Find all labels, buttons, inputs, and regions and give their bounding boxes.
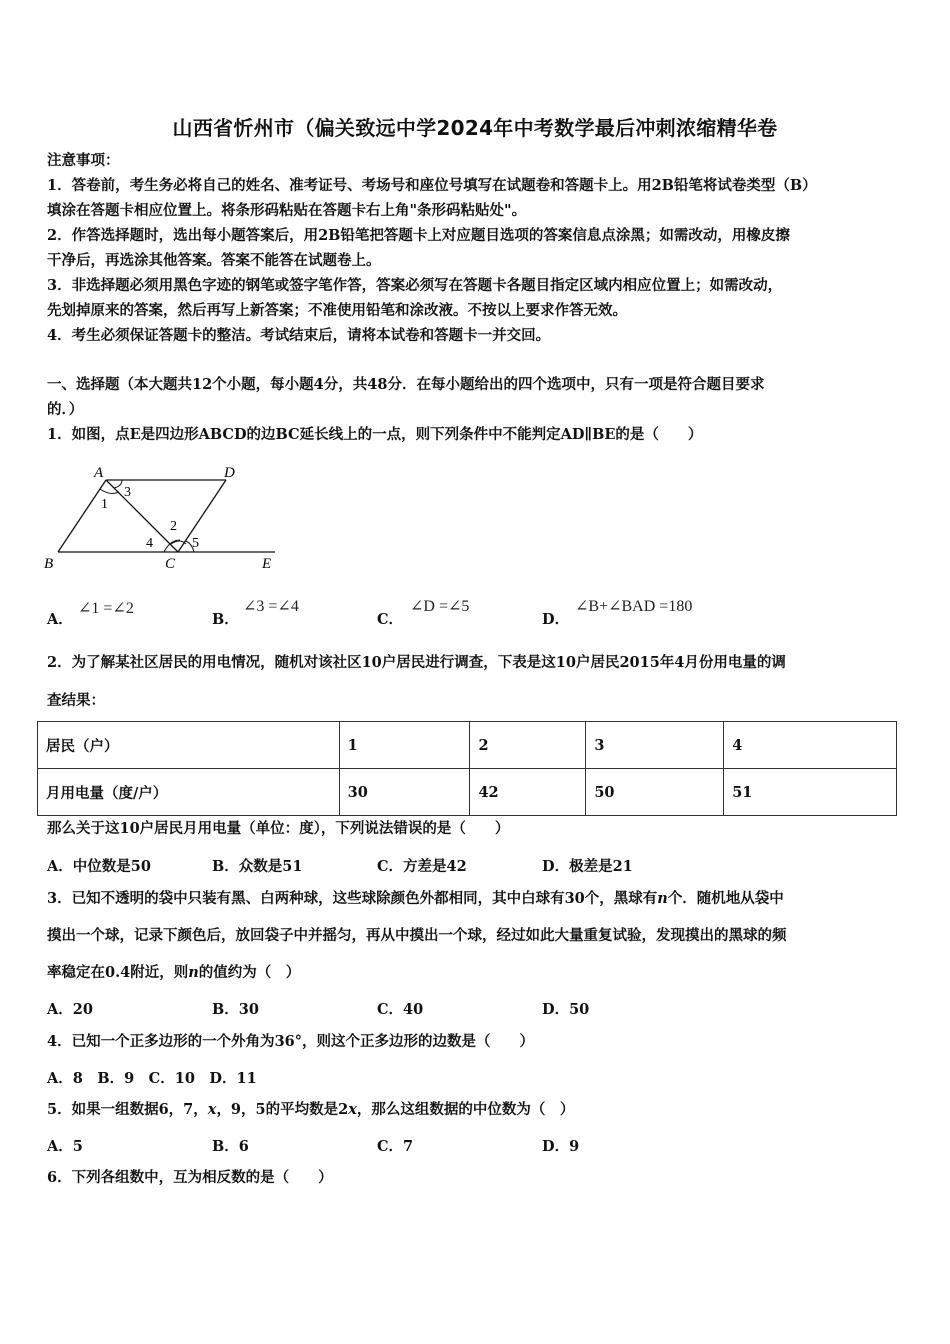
- q3-line-3: [47, 963, 300, 983]
- line-ba: [58, 480, 106, 552]
- notice-line-5: 3．非选择题必须用黑色字迹的钢笔或签字笔作答，答案必须写在答题卡各题目指定区域内相应位置上；如需改动，: [47, 277, 783, 294]
- q3-line-1-b: 个．随机地从袋中: [667, 890, 784, 907]
- q2-stem-line-1: 2．为了解某社区居民的用电情况，随机对该社区10户居民进行调查，下表是这10户居民2015年4月份用电量的调: [47, 654, 786, 671]
- table-header-cell: 月用电量（度/户）: [38, 769, 340, 816]
- q3-option-a: A．20: [47, 1001, 93, 1018]
- notice-line-3: 2．作答选择题时，选出每小题答案后，用2B铅笔把答题卡上对应题目选项的答案信息点涂黑；如需改动，用橡皮擦: [47, 227, 790, 244]
- line-ac: [106, 480, 178, 552]
- label-angle-1: 1: [101, 497, 108, 512]
- q3-var-n: n: [657, 890, 668, 907]
- q5-var-x: x: [207, 1101, 217, 1118]
- q5-option-d: D．9: [542, 1138, 580, 1155]
- q3-line-3-a: 率稳定在0.4附近，则: [47, 964, 189, 981]
- notice-line-2: 填涂在答题卡相应位置上。将条形码粘贴在答题卡右上角"条形码粘贴处"。: [47, 202, 527, 219]
- arc-angle-3: [114, 480, 122, 488]
- line-dc: [178, 480, 226, 552]
- q1-option-d-math: ∠B+∠BAD =180: [575, 598, 693, 615]
- q5-option-c: C．7: [377, 1138, 414, 1155]
- q1-figure: [40, 458, 290, 578]
- q3-line-2: 摸出一个球，记录下颜色后，放回袋子中并摇匀，再从中摸出一个球，经过如此大量重复试验，发现摸出的黑球的频: [47, 927, 787, 944]
- q3-line-3-b: 的值约为（ ）: [198, 964, 301, 981]
- table-header-cell: 居民（户）: [38, 722, 340, 769]
- page-title: 山西省忻州市（偏关致远中学2024年中考数学最后冲刺浓缩精华卷: [172, 116, 778, 140]
- q4-options: A．8 B．9 C．10 D．11: [47, 1070, 257, 1087]
- label-a: A: [94, 465, 104, 481]
- q1-option-b-math: ∠3 =∠4: [243, 598, 299, 615]
- q5-stem: [47, 1100, 574, 1120]
- table-cell: 50: [586, 769, 724, 816]
- table-cell: 51: [724, 769, 897, 816]
- table-row: [38, 722, 897, 769]
- table-cell: 4: [724, 722, 897, 769]
- label-b: B: [44, 556, 54, 572]
- q5-option-a: A．5: [47, 1138, 83, 1155]
- q3-option-b: B．30: [212, 1001, 259, 1018]
- label-angle-2: 2: [170, 519, 177, 534]
- q3-line-1: [47, 889, 784, 909]
- notice-heading: 注意事项：: [47, 152, 120, 169]
- notice-line-4: 干净后，再选涂其他答案。答案不能答在试题卷上。: [47, 252, 381, 269]
- q1-option-b-label: B．: [212, 611, 239, 628]
- notice-line-6: 先划掉原来的答案，然后再写上新答案；不准使用铅笔和涂改液。不按以上要求作答无效。: [47, 302, 627, 319]
- q6-stem: 6．下列各组数中，互为相反数的是（ ）: [47, 1169, 333, 1186]
- q2-question: 那么关于这10户居民月用电量（单位：度），下列说法错误的是（ ）: [47, 820, 510, 837]
- q4-stem: 4．已知一个正多边形的一个外角为36°，则这个正多边形的边数是（ ）: [47, 1033, 535, 1050]
- label-angle-5: 5: [192, 536, 199, 551]
- q1-option-d-label: D．: [542, 611, 570, 628]
- q1-option-c-label: C．: [377, 611, 404, 628]
- q2-option-a: A．中位数是50: [47, 858, 151, 875]
- section-line-1: 一、选择题（本大题共12个小题，每小题4分，共48分．在每小题给出的四个选项中，只有一项是符合题目要求: [47, 376, 765, 393]
- q5-stem-b: ，9，5的平均数是2: [216, 1101, 349, 1118]
- q5-stem-a: 5．如果一组数据6，7，: [47, 1101, 208, 1118]
- q1-option-c-math: ∠D =∠5: [410, 598, 470, 615]
- label-angle-3: 3: [124, 485, 131, 500]
- q3-line-1-a: 3．已知不透明的袋中只装有黑、白两种球，这些球除颜色外都相同，其中白球有30个，黑球有: [47, 890, 658, 907]
- label-angle-4: 4: [146, 536, 153, 551]
- q5-stem-c: ，那么这组数据的中位数为（ ）: [356, 1101, 575, 1118]
- table-cell: 3: [586, 722, 724, 769]
- q3-var-n-2: n: [188, 964, 199, 981]
- q5-option-b: B．6: [212, 1138, 249, 1155]
- q3-option-c: C．40: [377, 1001, 424, 1018]
- q1-option-a-math: ∠1 =∠2: [78, 600, 134, 617]
- table-cell: 1: [339, 722, 470, 769]
- table-cell: 2: [470, 722, 586, 769]
- notice-line-7: 4．考生必须保证答题卡的整洁。考试结束后，请将本试卷和答题卡一并交回。: [47, 327, 551, 344]
- label-c: C: [165, 556, 176, 572]
- q5-var-x-2: x: [348, 1101, 357, 1118]
- q2-stem-line-2: 查结果：: [47, 692, 105, 709]
- q2-option-c: C．方差是42: [377, 858, 467, 875]
- q2-option-b: B．众数是51: [212, 858, 303, 875]
- table-cell: 30: [339, 769, 470, 816]
- q1-stem: 1．如图，点E是四边形ABCD的边BC延长线上的一点，则下列条件中不能判定AD∥BE的是（ ）: [47, 426, 703, 443]
- q3-option-d: D．50: [542, 1001, 590, 1018]
- q2-option-d: D．极差是21: [542, 858, 633, 875]
- label-e: E: [262, 556, 272, 572]
- section-line-2: 的．）: [47, 401, 84, 418]
- table-cell: 42: [470, 769, 586, 816]
- q2-table: [37, 721, 897, 816]
- table-row: [38, 769, 897, 816]
- q1-option-a-label: A．: [47, 611, 73, 628]
- label-d: D: [224, 465, 235, 481]
- notice-line-1: 1．答卷前，考生务必将自己的姓名、准考证号、考场号和座位号填写在试题卷和答题卡上。用2B铅笔将试卷类型（B）: [47, 177, 817, 194]
